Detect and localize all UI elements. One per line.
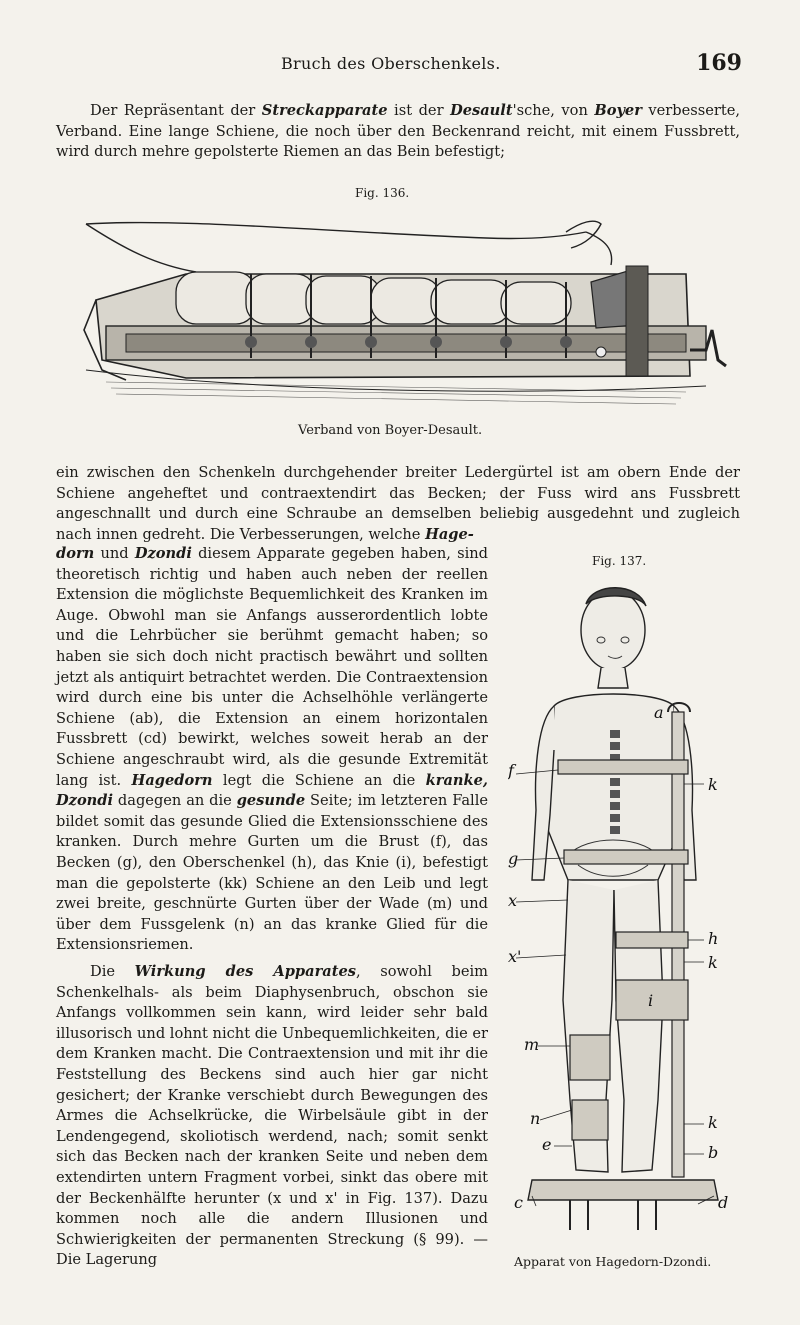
text-run: diesem Apparate gegeben haben, sind theoretisch richtig und haben auch neben der reellen Extension die möglichste Bequemlichkeit des Kranken im Auge. Obwohl man sie Anfangs ausserordentlich lobte und die Lehrbücher sie berühmt gemacht haben; so haben sie sich doch nicht practisch bewährt und sollten jetzt als antiquirt betrachtet werden. Die Contraextension wird durch eine bis unter die Achselhöhle verlängerte Schiene (ab), die Extension an einem horizontalen Fussbrett (cd) bewirkt, welches soweit herab an der Schiene angeschraubt wird, als die gesunde Extremität lang ist. (56, 545, 488, 789)
page-number: 169 (696, 50, 742, 76)
text-run: 'sche, von (512, 102, 595, 119)
paragraph-desault-intro (56, 101, 740, 163)
paragraph-hagedorn-dzondi (56, 544, 488, 956)
text-run: gesunde (236, 792, 306, 810)
fig137-label-g: g (508, 849, 519, 868)
text-run: Der Repräsentant der (90, 102, 262, 119)
fig137-label-k-middle: k (708, 953, 718, 972)
text-run: dagegen an die (113, 792, 237, 810)
figure-137-illustration (508, 580, 740, 1240)
text-run: legt die Schiene an die (212, 771, 426, 789)
fig137-label-h: h (708, 929, 719, 948)
fig137-label-b: b (708, 1143, 719, 1162)
figure-136-illustration (66, 210, 736, 420)
text-run: Hagedorn (131, 771, 213, 789)
fig137-label-k-upper: k (708, 775, 718, 794)
text-run: Seite; im letzteren Falle bildet somit das gesunde Glied die Extensionsschiene des kranken. Durch mehre Gurten um die Brust (f), das Becken (g), den Oberschenkel (h), das Knie (i), befestigt man die gepolsterte (kk) Schiene an den Leib und legt zwei breite, geschnürte Gurten über der Wade (m) und über dem Fussgelenk (n) an das kranke Glied für die Extensionsriemen. (56, 792, 488, 954)
text-run: Die (90, 963, 135, 980)
text-run: Boyer (594, 102, 642, 119)
figure-137-caption: Apparat von Hagedorn-Dzondi. (514, 1254, 712, 1269)
fig137-label-f: f (508, 761, 514, 780)
text-run: kranke, Dzondi (56, 771, 488, 810)
fig137-label-x-prime: x' (508, 947, 522, 966)
fig137-label-x: x (508, 891, 518, 910)
text-run: ein zwischen den Schenkeln durchgehender breiter Ledergürtel ist am obern Ende der Schiene angeheftet und contraextendirt das Becken; der Fuss wird ans Fussbrett angeschnallt und durch eine Schraube an demselben beliebig ausgedehnt und zugleich nach innen gedreht. Die Verbesserungen, welche (56, 464, 740, 543)
figure-136-caption: Verband von Boyer-Desault. (298, 423, 483, 438)
figure-137-label: Fig. 137. (592, 554, 647, 568)
text-run: Dzondi (134, 545, 192, 562)
paragraph-wirkung (56, 962, 488, 1271)
figure-136-label: Fig. 136. (355, 186, 410, 200)
fig137-label-e: e (542, 1135, 552, 1154)
paragraph-desault-description (56, 463, 740, 545)
text-run: Desault (450, 102, 513, 119)
fig137-label-d: d (718, 1193, 729, 1212)
fig137-label-c: c (514, 1193, 523, 1212)
text-run: ist der (387, 102, 451, 119)
text-run: Hage- (425, 525, 474, 543)
fig137-label-i: i (648, 991, 654, 1010)
text-run: , sowohl beim Schenkelhals- als beim Diaphysenbruch, obschon sie Anfangs vollkommen sein kann, wird leider sehr bald illusorisch und lohnt nicht die Unbequemlichkeiten, die er dem Kranken macht. Die Contraextension und mit ihr die Feststellung des Beckens sind auch hier gar nicht gesichert; der Kranke verschiebt durch Bewegungen des Armes die Achselkrücke, die Wirbelsäule gibt in der Lendengegend, skoliotisch werdend, nach; somit senkt sich das Becken nach der kranken Seite und neben dem extendirten untern Fragment vorbei, sinkt das obere mit der Beckenhälfte herunter (x und x' in Fig. 137). Dazu kommen noch alle die andern Illusionen und Schwierigkeiten der permanenten Streckung (§ 99). — Die Lagerung (56, 963, 489, 1269)
fig137-label-n: n (530, 1109, 541, 1128)
text-run: und (94, 545, 135, 562)
fig137-label-m: m (524, 1035, 540, 1054)
text-run: verbesserte, Verband. Eine lange Schiene, die noch über den Beckenrand reicht, mit einem Fussbrett, wird durch mehre gepolsterte Riemen an das Bein befestigt; (56, 102, 740, 161)
running-title: Bruch des Oberschenkels. (281, 54, 501, 73)
text-run: dorn (56, 545, 95, 562)
text-run: Wirkung des Apparates (134, 963, 356, 980)
fig137-label-a: a (654, 703, 664, 722)
fig137-label-k-lower: k (708, 1113, 718, 1132)
text-run: Streckapparate (261, 102, 388, 119)
page-header (56, 50, 742, 80)
